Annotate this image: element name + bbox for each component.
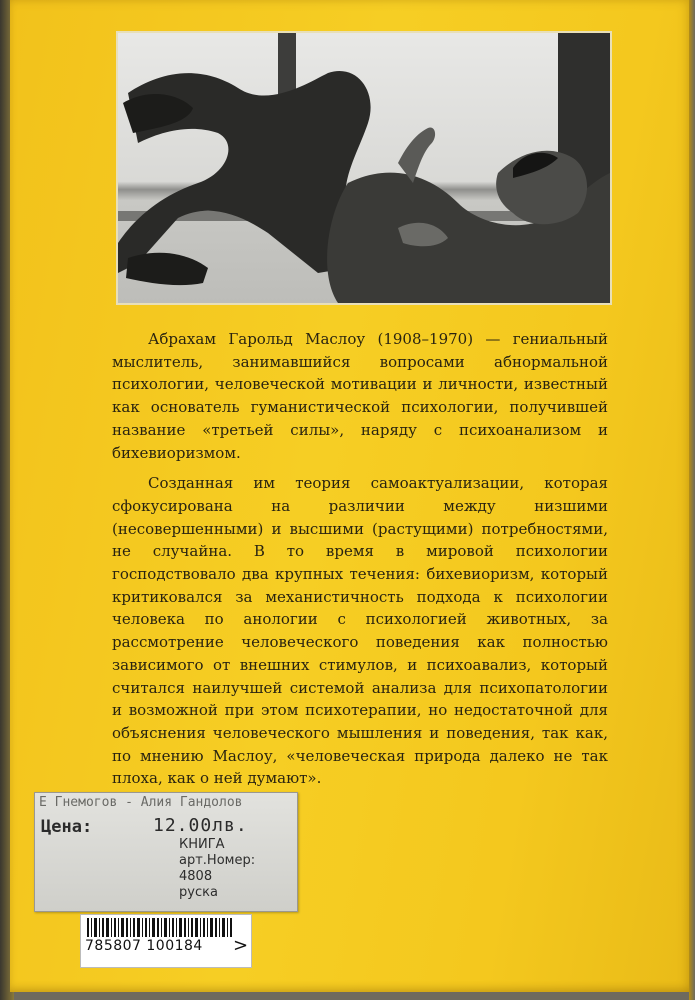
article-number: 4808 bbox=[179, 869, 213, 884]
product-type: КНИГА bbox=[179, 837, 225, 852]
language: руска bbox=[179, 885, 218, 900]
price-value: 12.00лв. bbox=[153, 815, 248, 836]
product-info bbox=[179, 837, 255, 901]
paragraph-1: Абрахам Гарольд Маслоу (1908–1970) — гениальный мыслитель, занимавшийся вопросами абнормальной психологии, человеческой мотивации и личности, известный как основатель гуманистической психологии, получившей название «третьей силы», наряду с психоанализом и бихевиоризмом. bbox=[112, 330, 608, 462]
price-sticker bbox=[34, 792, 298, 912]
barcode-bars bbox=[87, 918, 237, 938]
author-photo-illustration bbox=[118, 33, 610, 303]
description-text bbox=[112, 328, 608, 798]
paragraph-2: Созданная им теория самоактуализации, которая сфокусирована на различии между низшими (несовершенными) и высшими (растущими) потребностями, не случайна. В то время в мировой психологии господствовало два крупных течения: бихевиоризм, который критиковался за механистичность подхода к психологии человека по анологии с психологией животных, за рассмотрение человеческого поведения как полностью зависимого от внешних стимулов, и психоавализ, который считался наилучшей системой анализа для психопатологии и возможной при этом психотерапии, но недостаточной для объяснения человеческого мышления и поведения, так как, по мнению Маслоу, «человеческая природа далеко не так плоха, как о ней думают». bbox=[112, 474, 608, 788]
barcode-arrow-icon: > bbox=[233, 935, 249, 956]
barcode-number: 785807 100184 bbox=[81, 937, 251, 955]
price-label: Цена: bbox=[41, 817, 93, 837]
article-number-label: арт.Номер: bbox=[179, 853, 256, 868]
cover-right-edge bbox=[689, 0, 695, 1000]
store-name: Е Гнемогов - Алия Гандолов bbox=[39, 795, 243, 810]
author-photo bbox=[118, 33, 610, 303]
barcode bbox=[80, 914, 252, 968]
